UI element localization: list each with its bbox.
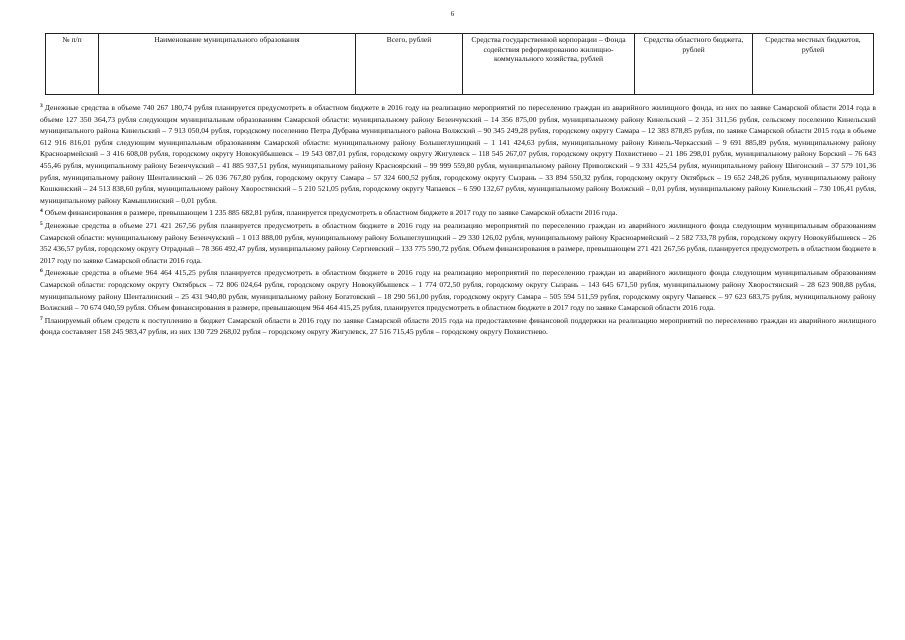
table-header-row — [46, 34, 874, 95]
footnote-text: Денежные средства в объеме 271 421 267,56 рубля планируется предусмотреть в областном бюджете в 2016 году на реализацию мероприятий по переселению граждан из аварийного жилищного фонда следующим муниципальным образованиям Самарской области: муниципальному району Безенчукский – 1 013 888,00 рубля, муниципальному району Большеглушицкий – 29 330 126,02 рубля, муниципальному району Красноармейский – 2 582 733,78 рубля, городскому округу Новокуйбышевск – 26 352 436,57 рубля, городскому округу Отрадный – 78 366 492,47 рубля, муниципальному району Сергиевский – 133 775 590,72 рубля. Объем финансирования в размере, превышающем 271 421 267,56 рубля, планируется предусмотреть в областном бюджете в 2017 году по заявке Самарской области 2016 года. — [40, 220, 876, 265]
header-cell-local: Средства местных бюджетов, рублей — [753, 34, 874, 95]
header-table — [45, 33, 874, 95]
footnote-mark: 4 — [40, 208, 43, 215]
header-cell-name: Наименование муниципального образования — [99, 34, 356, 95]
footnote-mark: 6 — [40, 268, 43, 275]
footnote-text: Планируемый объем средств к поступлению в бюджет Самарской области в 2016 году по заявке Самарской области 2015 года на предоставление финансовой поддержки на реализацию мероприятий по переселению граждан из аварийного жилищного фонда составляет 158 245 983,47 рубля, из них 130 729 268,02 рубля – городскому округу Жигулевск, 27 516 715,45 рубля – городскому округу Похвистнево. — [40, 315, 876, 337]
header-cell-fund: Средства государственной корпорации – Фонда содействия реформированию жилищно-коммунального хозяйства, рублей — [463, 34, 635, 95]
footnote-7 — [40, 314, 876, 338]
page-number: 6 — [450, 10, 455, 18]
footnote-text: Объем финансирования в размере, превышающем 1 235 885 682,81 рубля, планируется предусмотреть в областном бюджете в 2017 году по заявке Самарской области 2016 года. — [44, 208, 618, 218]
footnote-mark: 3 — [40, 103, 43, 109]
footnote-mark: 5 — [40, 220, 43, 227]
footnote-3 — [40, 101, 876, 206]
footnote-text: Денежные средства в объеме 740 267 180,74 рубля планируется предусмотреть в областном бюджете в 2016 году на реализацию мероприятий по переселению граждан из аварийного жилищного фонда, из них по заявке Самарской области 2014 года в объеме 127 350 364,73 рубля следующим муниципальным образованиям Самарской области: муниципальному району Безенчукский – 14 356 875,00 рубля, муниципальному району Кинельский – 2 351 311,56 рубля, сельскому поселению Кинельский муниципального района Кинельский – 7 913 050,04 рубля, городскому поселению Петра Дубрава муниципального района Волжский – 90 345 249,28 рубля, городскому округу Самара – 12 383 878,85 рубля, по заявке Самарской области 2015 года в объеме 612 916 816,01 рубля следующим муниципальным образованиям Самарской области: муниципальному району Большеглушицкий – 1 141 424,63 рубля, муниципальному району Кинель-Черкасский – 9 691 885,89 рубля, муниципальному району Красноармейский – 3 416 608,08 рубля, городскому округу Новокуйбышевск – 19 543 087,01 рубля, городскому округу Жигулевск – 118 545 267,07 рубля, городскому округу Похвистнево – 21 186 298,01 рубля, муниципальному району Борский – 76 643 455,46 рубля, муниципальному району Безенчукский – 41 885 937,51 рубля, муниципальному району Красноярский – 99 999 559,80 рубля, муниципальному району Приволжский – 9 331 425,54 рубля, муниципальному району Шигонский – 37 579 101,36 рубля, муниципальному району Шенталинский – 26 036 767,80 рубля, городскому округу Самара – 57 324 600,52 рубля, городскому округу Сызрань – 33 894 550,32 рубля, городскому округу Октябрьск – 19 652 248,26 рубля, муниципальному району Кошкинский – 24 513 838,60 рубля, муниципальному району Хворостянский – 5 210 521,05 рубля, городскому округу Чапаевск – 6 590 132,67 рубля, муниципальному району Волжский – 0,01 рубля, муниципальному району Кинельский – 730 106,41 рубля, муниципальному району Камышлинский – 0,01 рубля. — [40, 103, 876, 205]
footnote-text: Денежные средства в объеме 964 464 415,25 рубля планируется предусмотреть в областном бюджете в 2016 году на реализацию мероприятий по переселению граждан из аварийного жилищного фонда следующим муниципальным образованиям Самарской области: городскому округу Октябрьск – 72 806 024,64 рубля, городскому округу Новокуйбышевск – 1 774 072,50 рубля, городскому округу Сызрань – 143 645 671,50 рубля, муниципальному району Хворостянский – 28 623 908,88 рубля, муниципальному району Шенталинский – 25 431 940,80 рубля, муниципальному району Богатовский – 18 290 561,00 рубля, городскому округу Самара – 505 594 511,59 рубля, городскому округу Чапаевск – 97 623 683,75 рубля, муниципальному району Волжский – 70 674 040,59 рубля. Объем финансирования в размере, превышающем 964 464 415,25 рубля, планируется предусмотреть в областном бюджете в 2017 году по заявке Самарской области 2016 года. — [40, 268, 876, 313]
footnote-6 — [40, 266, 876, 313]
header-cell-regional: Средства областного бюджета, рублей — [635, 34, 753, 95]
footnotes — [40, 101, 876, 338]
footnote-5 — [40, 219, 876, 266]
footnote-4 — [40, 206, 876, 219]
header-cell-total: Всего, рублей — [356, 34, 463, 95]
footnote-mark: 7 — [40, 315, 43, 322]
header-cell-number: № п/п — [46, 34, 99, 95]
